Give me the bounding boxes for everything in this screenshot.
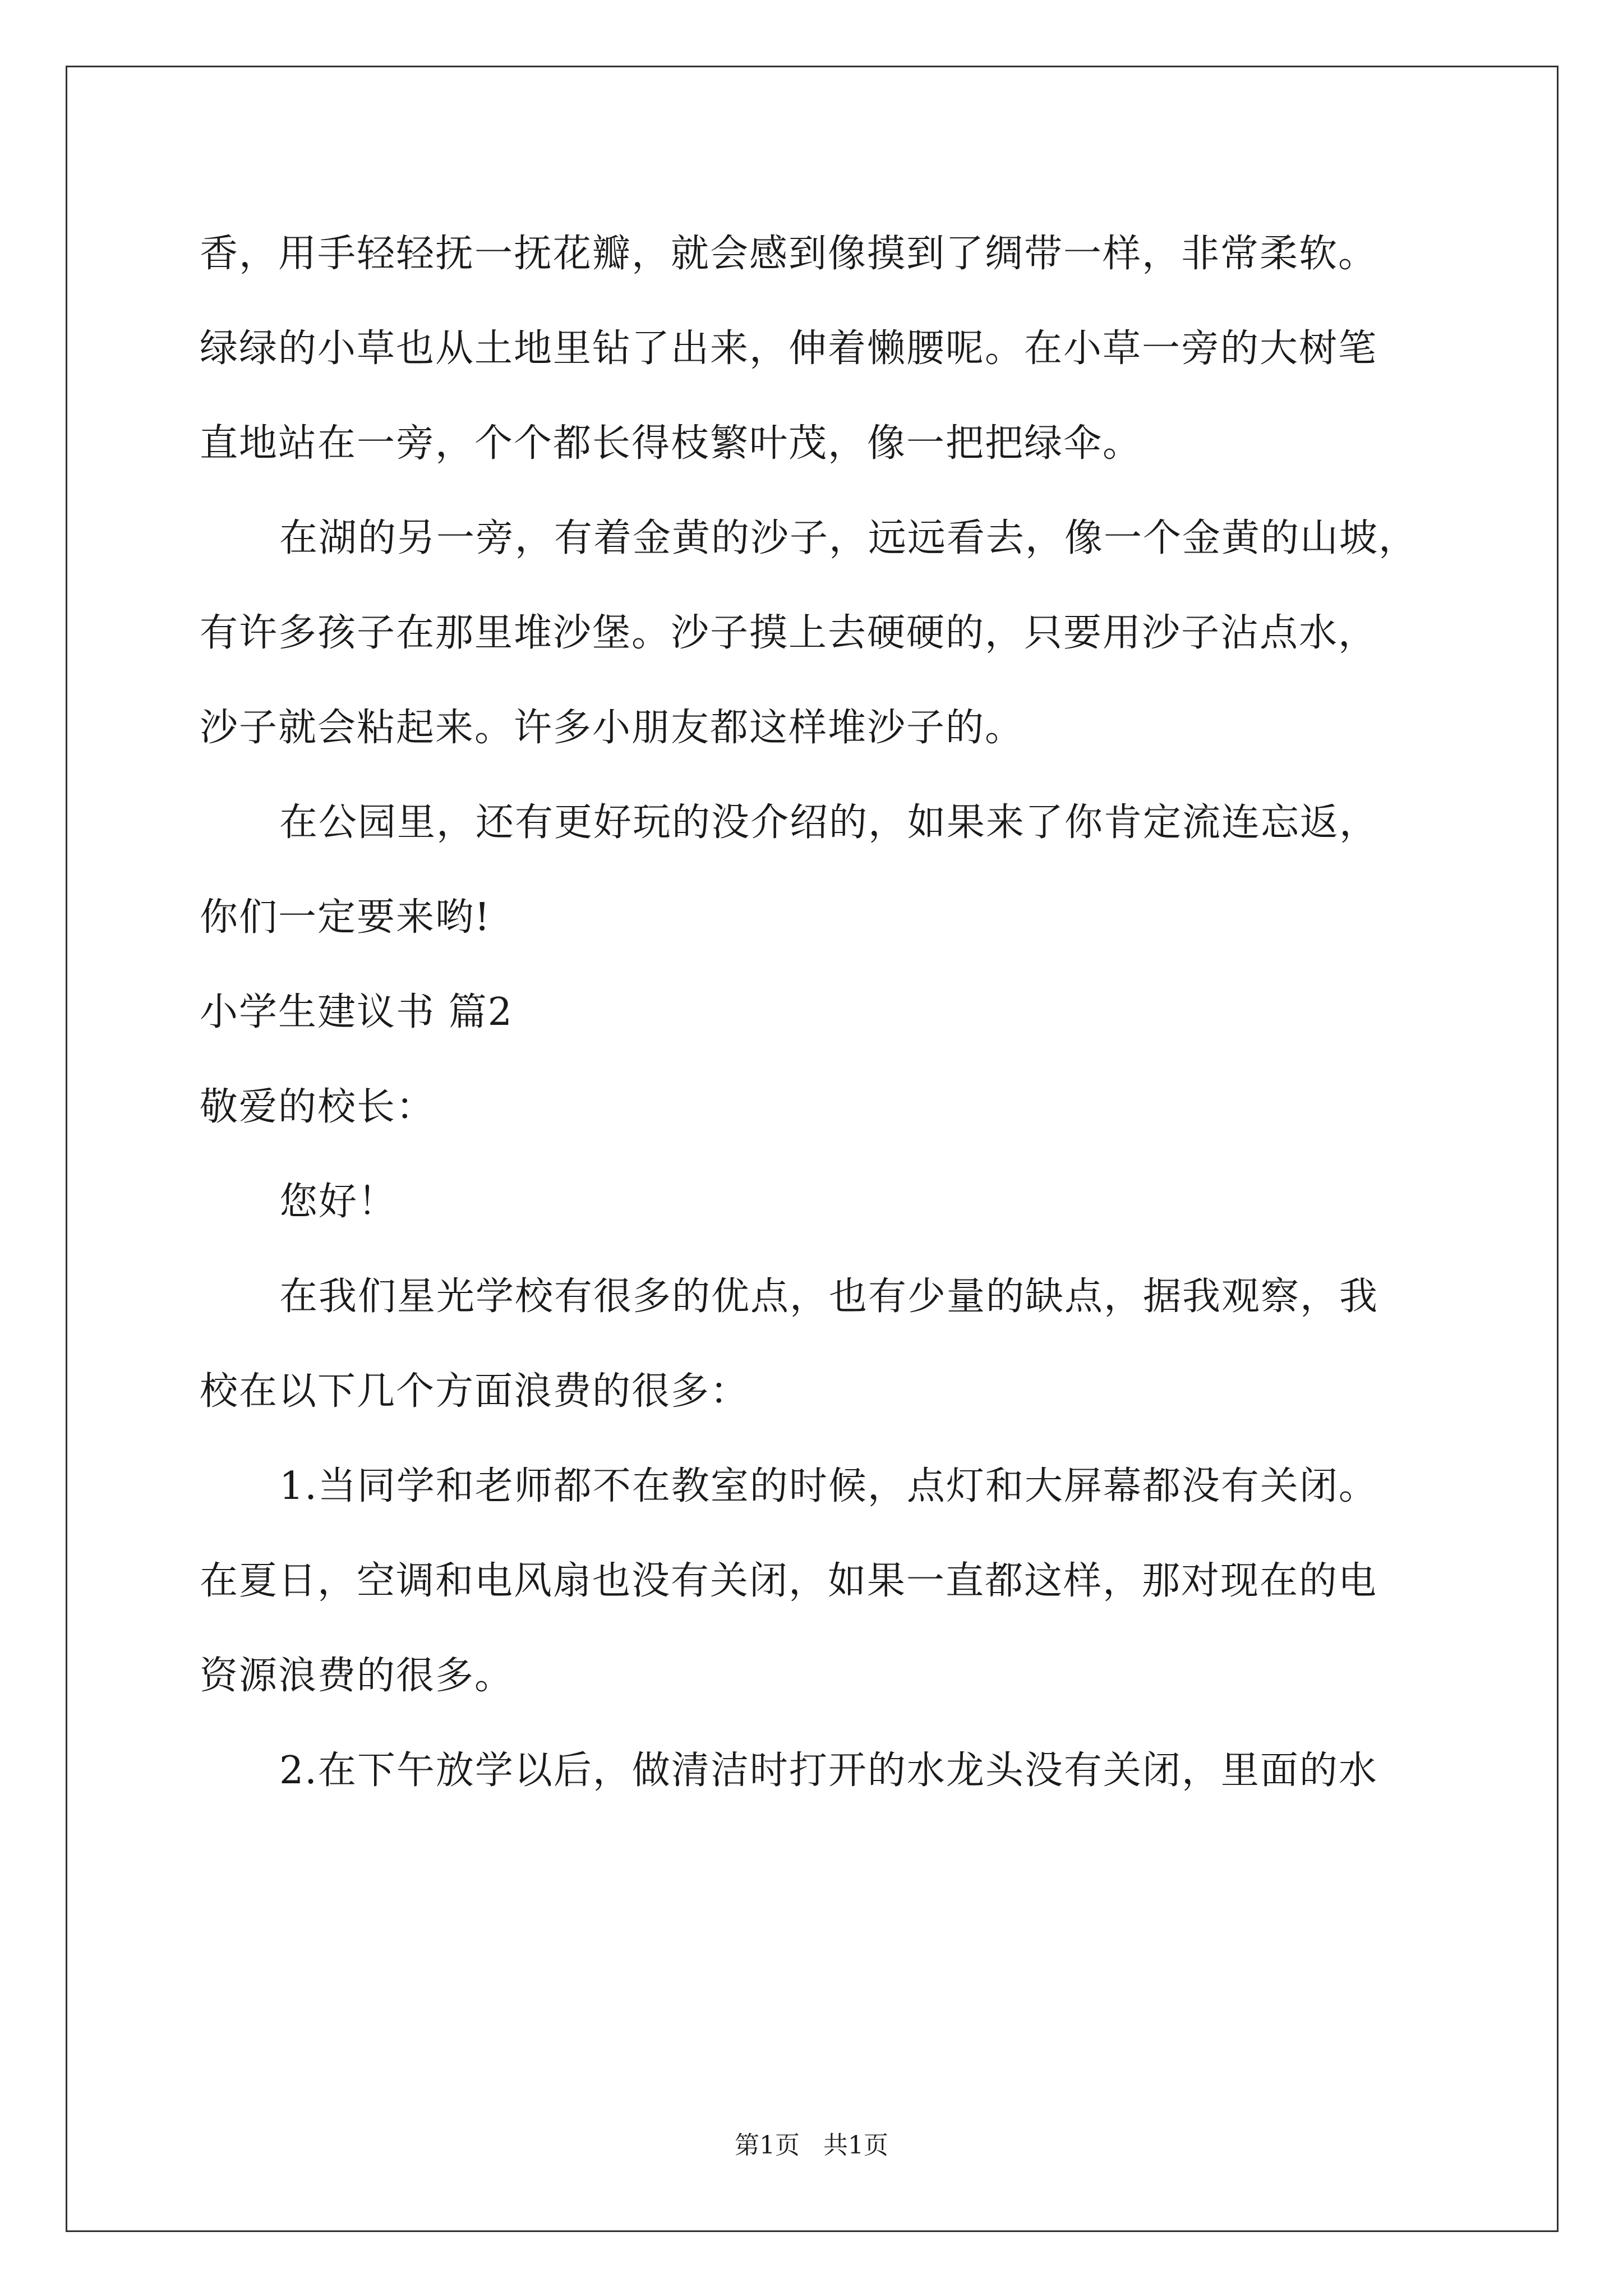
text-line: 在公园里，还有更好玩的没介绍的，如果来了你肯定流连忘返，	[279, 800, 1379, 845]
page-border	[66, 66, 1559, 2232]
text-line: 有许多孩子在那里堆沙堡。沙子摸上去硬硬的，只要用沙子沾点水，	[200, 611, 1378, 655]
text-line: 绿绿的小草也从土地里钻了出来，伸着懒腰呢。在小草一旁的大树笔	[200, 326, 1378, 371]
text-line: 在湖的另一旁，有着金黄的沙子，远远看去，像一个金黄的山坡，	[279, 516, 1418, 560]
text-line: 在夏日，空调和电风扇也没有关闭，如果一直都这样，那对现在的电	[200, 1559, 1378, 1603]
salutation: 敬爱的校长：	[200, 1085, 436, 1129]
page-footer: 第1页 共1页	[735, 2131, 888, 2160]
text-line: 1.当同学和老师都不在教室的时候，点灯和大屏幕都没有关闭。	[279, 1464, 1378, 1508]
text-line: 香，用手轻轻抚一抚花瓣，就会感到像摸到了绸带一样，非常柔软。	[200, 232, 1378, 276]
text-line: 校在以下几个方面浪费的很多：	[200, 1369, 750, 1414]
section-heading: 小学生建议书 篇2	[200, 990, 513, 1034]
greeting: 您好！	[279, 1180, 398, 1224]
text-line: 沙子就会粘起来。许多小朋友都这样堆沙子的。	[200, 706, 1025, 750]
text-line: 资源浪费的很多。	[200, 1654, 514, 1698]
text-line: 直地站在一旁，个个都长得枝繁叶茂，像一把把绿伞。	[200, 421, 1142, 466]
text-line: 在我们星光学校有很多的优点，也有少量的缺点，据我观察，我	[279, 1274, 1379, 1319]
text-line: 你们一定要来哟!	[200, 895, 491, 940]
text-line: 2.在下午放学以后，做清洁时打开的水龙头没有关闭，里面的水	[279, 1749, 1378, 1793]
